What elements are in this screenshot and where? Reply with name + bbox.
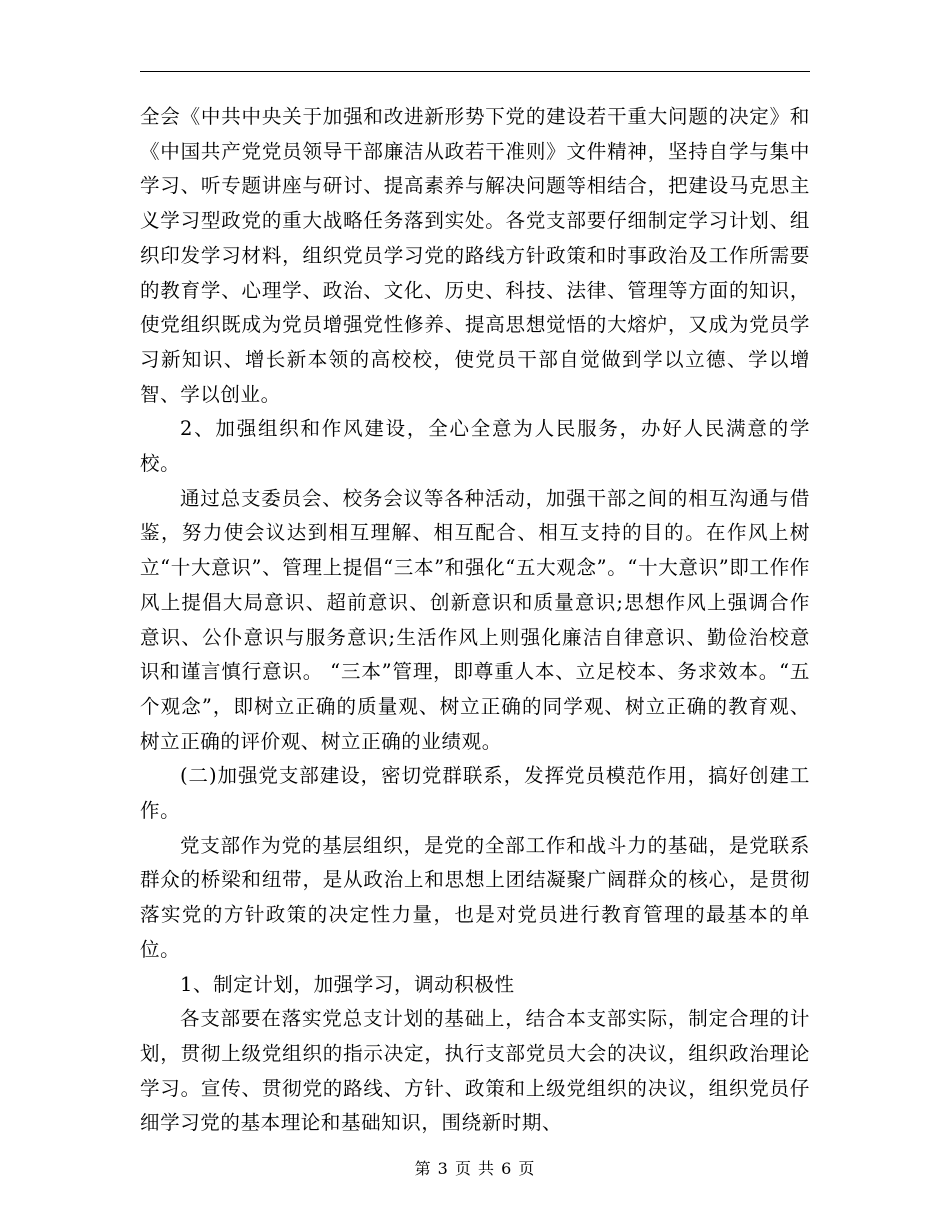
page-number-footer: 第 3 页 共 6 页 bbox=[414, 1159, 536, 1178]
header-rule bbox=[140, 71, 810, 72]
paragraph: 通过总支委员会、校务会议等各种活动，加强干部之间的相互沟通与借鉴，努力使会议达到相互理解、相互配合、相互支持的目的。在作风上树立“十大意识”、管理上提倡“三本”和强化“五大观念”。“十大意识”即工作作风上提倡大局意识、超前意识、创新意识和质量意识;思想作风上强调合作意识、公仆意识与服务意识;生活作风上则强化廉洁自律意识、勤俭治校意识和谨言慎行意识。 “三本”管理，即尊重人本、立足校本、务求效本。“五个观念”，即树立正确的质量观、树立正确的同学观、树立正确的教育观、树立正确的评价观、树立正确的业绩观。 bbox=[140, 486, 810, 753]
paragraph: 2、加强组织和作风建设，全心全意为人民服务，办好人民满意的学校。 bbox=[140, 417, 810, 476]
paragraph: 全会《中共中央关于加强和改进新形势下党的建设若干重大问题的决定》和《中国共产党党员领导干部廉洁从政若干准则》文件精神，坚持自学与集中学习、听专题讲座与研讨、提高素养与解决问题等相结合，把建设马克思主义学习型政党的重大战略任务落到实处。各党支部要仔细制定学习计划、组织印发学习材料，组织党员学习党的路线方针政策和时事政治及工作所需要的教育学、心理学、政治、文化、历史、科技、法律、管理等方面的知识，使党组织既成为党员增强党性修养、提高思想觉悟的大熔炉，又成为党员学习新知识、增长新本领的高校校，使党员干部自觉做到学以立德、学以增智、学以创业。 bbox=[140, 105, 810, 406]
paragraph: 1、制定计划，加强学习，调动积极性 bbox=[179, 972, 515, 996]
paragraph: (二)加强党支部建设，密切党群联系，发挥党员模范作用，搞好创建工作。 bbox=[140, 764, 810, 823]
paragraph: 各支部要在落实党总支计划的基础上，结合本支部实际，制定合理的计划，贯彻上级党组织的指示决定，执行支部党员大会的决议，组织政治理论学习。宣传、贯彻党的路线、方针、政策和上级党组织的决议，组织党员仔细学习党的基本理论和基础知识，围绕新时期、 bbox=[140, 1007, 810, 1135]
paragraph: 党支部作为党的基层组织，是党的全部工作和战斗力的基础，是党联系群众的桥梁和纽带，是从政治上和思想上团结凝聚广阔群众的核心，是贯彻落实党的方针政策的决定性力量，也是对党员进行教育管理的最基本的单位。 bbox=[140, 833, 810, 961]
document-body bbox=[140, 100, 810, 1141]
